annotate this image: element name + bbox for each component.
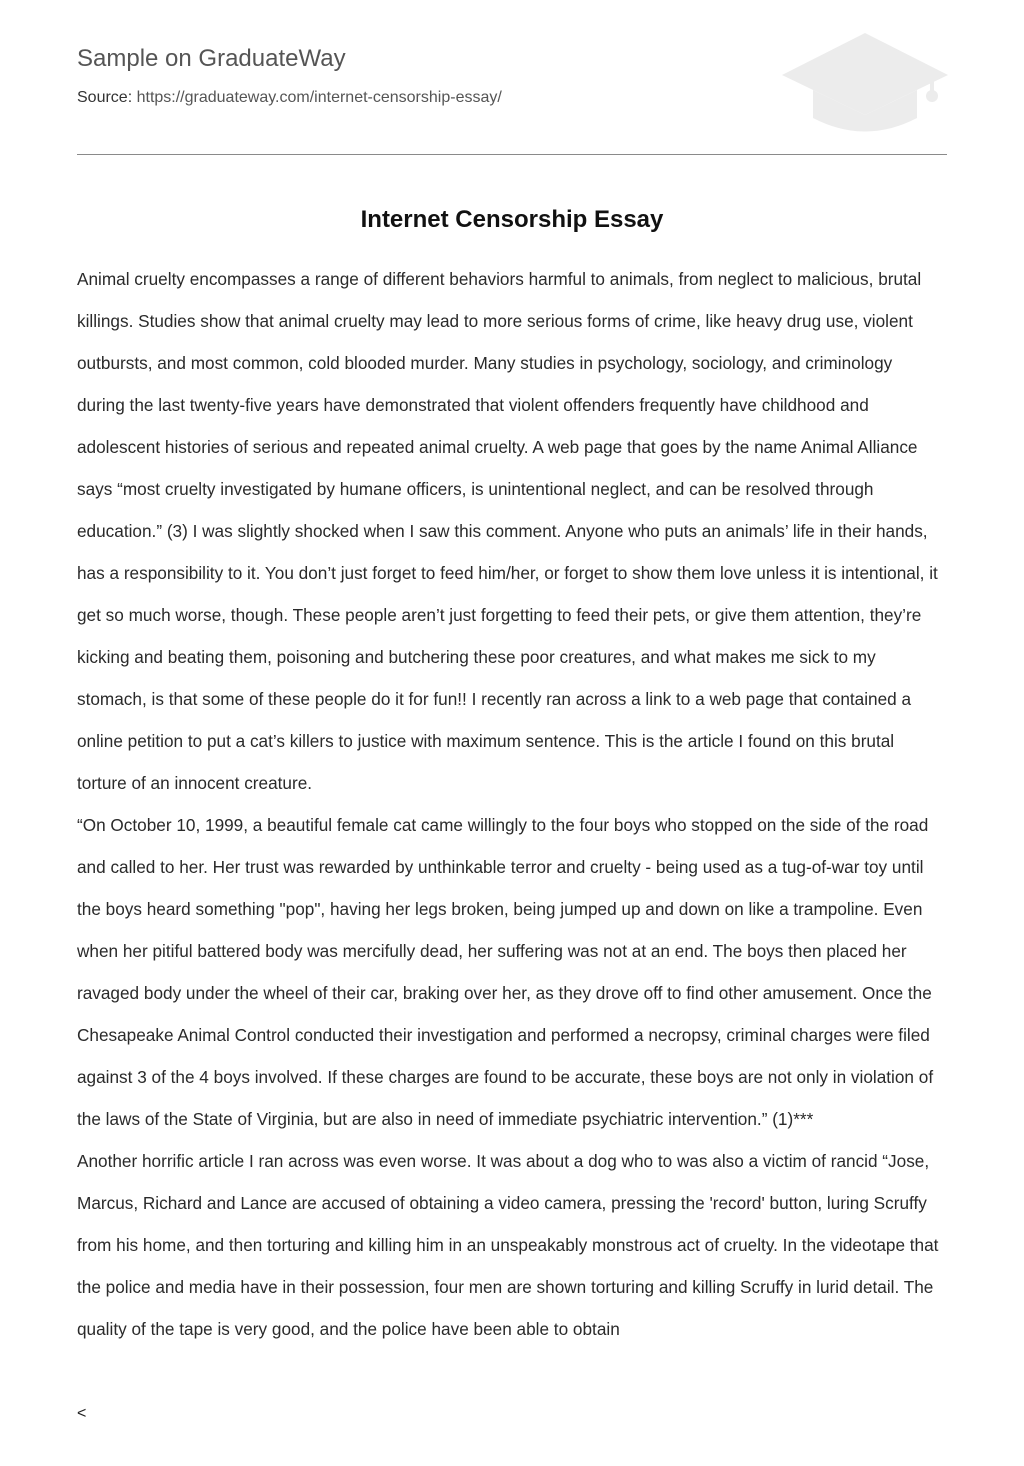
trailing-text: <: [77, 1405, 87, 1422]
essay-paragraph: Animal cruelty encompasses a range of different behaviors harmful to animals, from neglect to malicious, brutal killings. Studies show that animal cruelty may lead to more serious forms of crime, like heavy drug use, violent outbursts, and most common, cold blooded murder. Many studies in psychology, sociology, and criminology during the last twenty-five years have demonstrated that violent offenders frequently have childhood and adolescent histories of serious and repeated animal cruelty. A web page that goes by the name Animal Alliance says “most cruelty investigated by humane officers, is unintentional neglect, and can be resolved through education.” (3) I was slightly shocked when I saw this comment. Anyone who puts an animals’ life in their hands, has a responsibility to it. You don’t just forget to feed him/her, or forget to show them love unless it is intentional, it get so much worse, though. These people aren’t just forgetting to feed their pets, or give them attention, they’re kicking and beating them, poisoning and butchering these poor creatures, and what makes me sick to my stomach, is that some of these people do it for fun!! I recently ran across a link to a web page that contained a online petition to put a cat’s killers to justice with maximum sentence. This is the article I found on this brutal torture of an innocent creature.: [77, 269, 938, 793]
essay-paragraph: “On October 10, 1999, a beautiful female cat came willingly to the four boys who stopped on the side of the road and called to her. Her trust was rewarded by unthinkable terror and cruelty - being used as a tug-of-war toy until the boys heard something "pop", having her legs broken, being jumped up and down on like a trampoline. Even when her pitiful battered body was mercifully dead, her suffering was not at an end. The boys then placed her ravaged body under the wheel of their car, braking over her, as they drove off to find other amusement. Once the Chesapeake Animal Control conducted their investigation and performed a necropsy, criminal charges were filed against 3 of the 4 boys involved. If these charges are found to be accurate, these boys are not only in violation of the laws of the State of Virginia, but are also in need of immediate psychiatric intervention.” (1)***: [77, 815, 934, 1129]
source-label: Source:: [77, 89, 133, 106]
essay-title: Internet Censorship Essay: [360, 206, 664, 233]
graduation-cap-icon: [780, 30, 950, 135]
header-divider: [77, 154, 947, 155]
source-link[interactable]: https://graduateway.com/internet-censorship-essay/: [136, 89, 502, 106]
site-title: Sample on GraduateWay: [77, 45, 346, 72]
essay-body: [77, 258, 939, 1350]
essay-paragraph: Another horrific article I ran across was even worse. It was about a dog who to was also a victim of rancid “Jose, Marcus, Richard and Lance are accused of obtaining a video camera, pressing the 'record' button, luring Scruffy from his home, and then torturing and killing him in an unspeakably monstrous act of cruelty. In the videotape that the police and media have in their possession, four men are shown torturing and killing Scruffy in lurid detail. The quality of the tape is very good, and the police have been able to obtain: [77, 1151, 939, 1339]
